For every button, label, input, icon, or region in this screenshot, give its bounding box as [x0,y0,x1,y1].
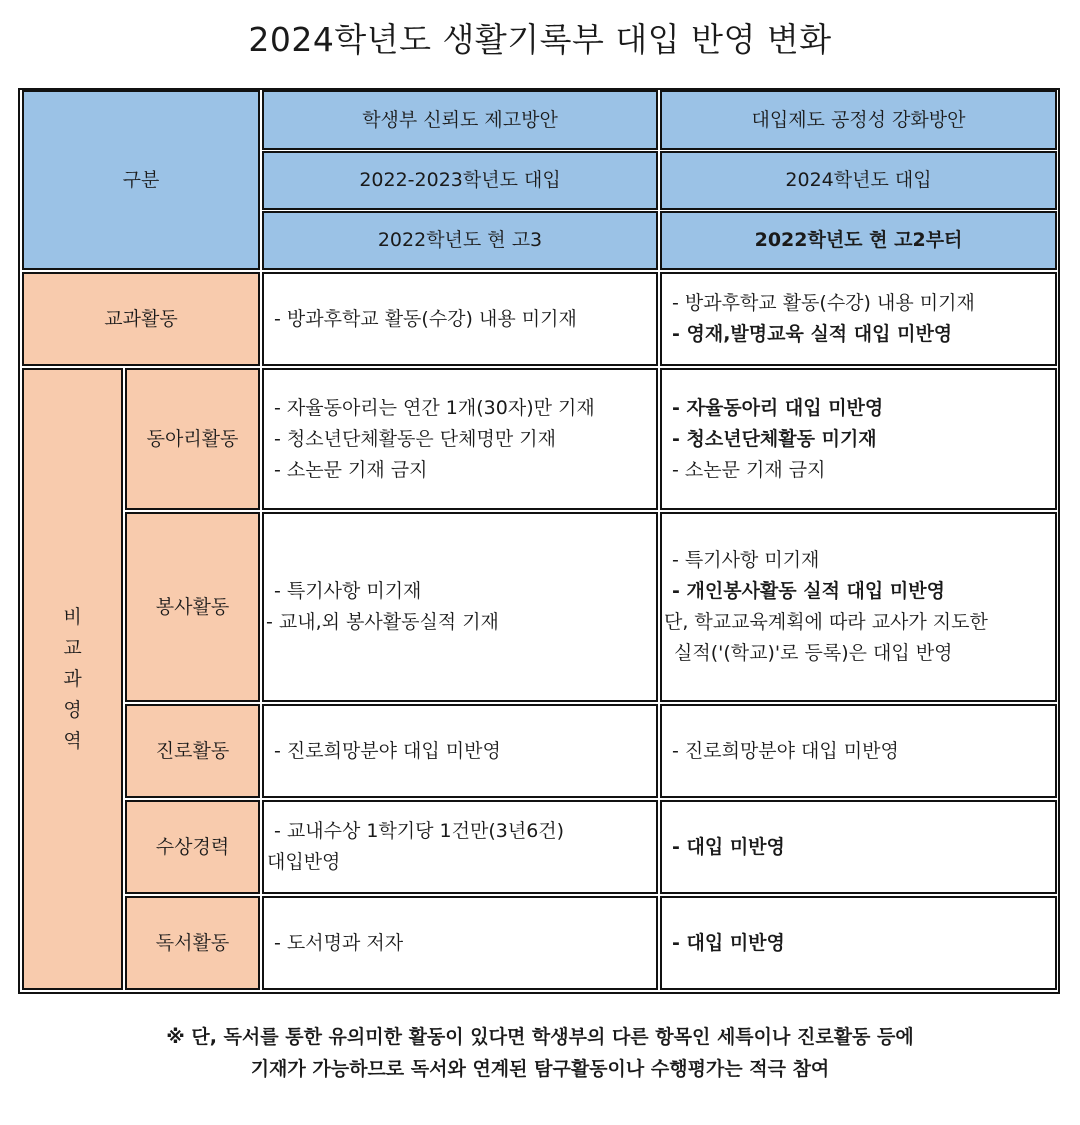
awards-col1-line: 대입반영 [267,851,341,873]
header-category [22,90,260,270]
career-col1-line: - 진로희망분야 대입 미반영 [274,739,501,762]
club-col2-line: - 자율동아리 대입 미반영 [672,396,884,419]
group-label-char: 영 [63,698,82,721]
row-label-club-text: 동아리활동 [146,427,239,450]
header-col2-plan-label: 대입제도 공정성 강화방안 [751,108,966,131]
volunteer-col2 [660,512,1057,702]
group-label-char: 비 [63,605,82,628]
reading-col1 [262,896,658,990]
header-col2-grade [660,211,1057,270]
group-label-char: 교 [63,636,82,659]
club-col1 [262,368,658,510]
row-label-club [125,368,260,510]
header-col2-grade-label: 2022학년도 현 고2부터 [754,229,963,251]
row-label-career-text: 진로활동 [155,739,230,762]
row-label-subject-text: 교과활동 [104,307,178,330]
career-col1 [262,704,658,798]
header-col2-plan [660,90,1057,150]
row-label-awards-text: 수상경력 [155,835,230,858]
awards-col1 [262,800,658,894]
header-col2-year [660,151,1057,210]
row-label-career [125,704,260,798]
reading-col2 [660,896,1057,990]
row-label-awards [125,800,260,894]
volunteer-col1 [262,512,658,702]
row-group-noncurricular [22,368,123,990]
club-col1-line: - 자율동아리는 연간 1개(30자)만 기재 [274,396,595,419]
footnote-line-1: ※ 단, 독서를 통한 유의미한 활동이 있다면 학생부의 다른 항목인 세특이나 진로활동 등에 [166,1026,914,1048]
subject-col2 [660,272,1057,366]
group-label-char: 역 [63,729,82,752]
subject-col2-line: - 방과후학교 활동(수강) 내용 미기재 [672,292,975,314]
header-category-label: 구분 [122,168,160,191]
header-col1-year [262,151,658,210]
header-col1-grade [262,211,658,270]
group-label-char: 과 [63,667,82,690]
club-col2 [660,368,1057,510]
row-label-subject [22,272,260,366]
awards-col1-line: - 교내수상 1학기당 1건만(3년6건) [274,820,565,842]
awards-col2-line: - 대입 미반영 [672,835,785,858]
career-col2-line: - 진로희망분야 대입 미반영 [672,739,899,762]
row-label-volunteer-text: 봉사활동 [155,595,230,618]
volunteer-col2-line: - 개인봉사활동 실적 대입 미반영 [672,580,945,602]
club-col2-line: - 소논문 기재 금지 [672,458,826,481]
page-title: 2024학년도 생활기록부 대입 반영 변화 [248,20,832,59]
volunteer-col2-line: 실적('(학교)'로 등록)은 대입 반영 [674,642,953,664]
header-col1-year-label: 2022-2023학년도 대입 [359,169,561,191]
header-col1-grade-label: 2022학년도 현 고3 [377,229,543,251]
volunteer-col2-line: - 특기사항 미기재 [672,549,820,571]
subject-col2-line: - 영재,발명교육 실적 대입 미반영 [672,323,953,345]
volunteer-col1-line: - 교내,외 봉사활동실적 기재 [266,611,499,633]
header-col1-plan-label: 학생부 신뢰도 제고방안 [362,108,558,131]
volunteer-col2-line: 단, 학교교육계획에 따라 교사가 지도한 [664,611,988,633]
row-label-reading-text: 독서활동 [155,931,230,954]
subject-col1 [262,272,658,366]
reading-col1-line: - 도서명과 저자 [274,931,404,954]
club-col2-line: - 청소년단체활동 미기재 [672,427,877,450]
reading-col2-line: - 대입 미반영 [672,931,785,954]
club-col1-line: - 청소년단체활동은 단체명만 기재 [274,427,556,450]
subject-col1-line: - 방과후학교 활동(수강) 내용 미기재 [274,307,577,330]
row-label-volunteer [125,512,260,702]
awards-col2 [660,800,1057,894]
header-col2-year-label: 2024학년도 대입 [785,169,932,191]
header-col1-plan [262,90,658,150]
volunteer-col1-line: - 특기사항 미기재 [274,580,422,602]
club-col1-line: - 소논문 기재 금지 [274,458,428,481]
career-col2 [660,704,1057,798]
row-label-reading [125,896,260,990]
footnote-line-2: 기재가 가능하므로 독서와 연계된 탐구활동이나 수행평가는 적극 참여 [250,1058,830,1080]
